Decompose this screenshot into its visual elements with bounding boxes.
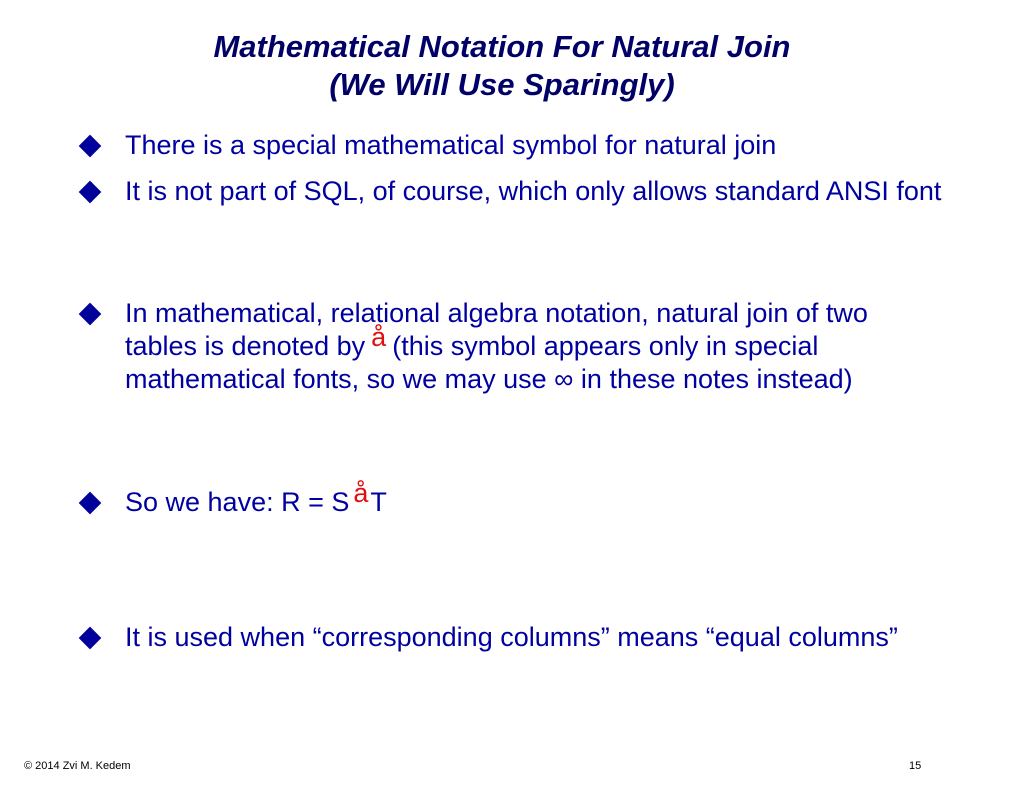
bullet-text [125,478,942,519]
natural-join-symbol: å [353,478,369,508]
bullet-text: It is used when “corresponding columns” means “equal columns” [125,622,898,652]
bullet-text [125,297,942,396]
title-line-1: Mathematical Notation For Natural Join [213,29,791,64]
bullet-item [82,478,942,519]
bullet-item [82,175,942,208]
bullet-text: It is not part of SQL, of course, which only allows standard ANSI font [125,176,942,206]
bullet-item [82,129,942,162]
bullet-item [82,621,942,654]
footer-copyright: © 2014 Zvi M. Kedem [24,760,131,772]
diamond-bullet-icon [79,303,102,326]
diamond-bullet-icon [79,135,102,158]
bullet-item [82,297,942,396]
bullet-text-after: T [370,487,387,517]
bullet-text-after: (this symbol appears only in special mathematical fonts, so we may use ∞ in these notes instead) [125,331,853,394]
slide-title [0,28,1004,104]
title-line-2: (We Will Use Sparingly) [329,67,675,102]
bullet-text: There is a special mathematical symbol for natural join [125,130,777,160]
diamond-bullet-icon [79,181,102,204]
bullet-text-before: So we have: R = S [125,487,350,517]
diamond-bullet-icon [79,492,102,515]
footer-page-number: 15 [909,760,922,772]
diamond-bullet-icon [79,627,102,650]
natural-join-symbol: å [371,322,387,352]
bullet-text-before: In mathematical, relational algebra notation, natural join of two tables is denoted by [125,298,868,361]
